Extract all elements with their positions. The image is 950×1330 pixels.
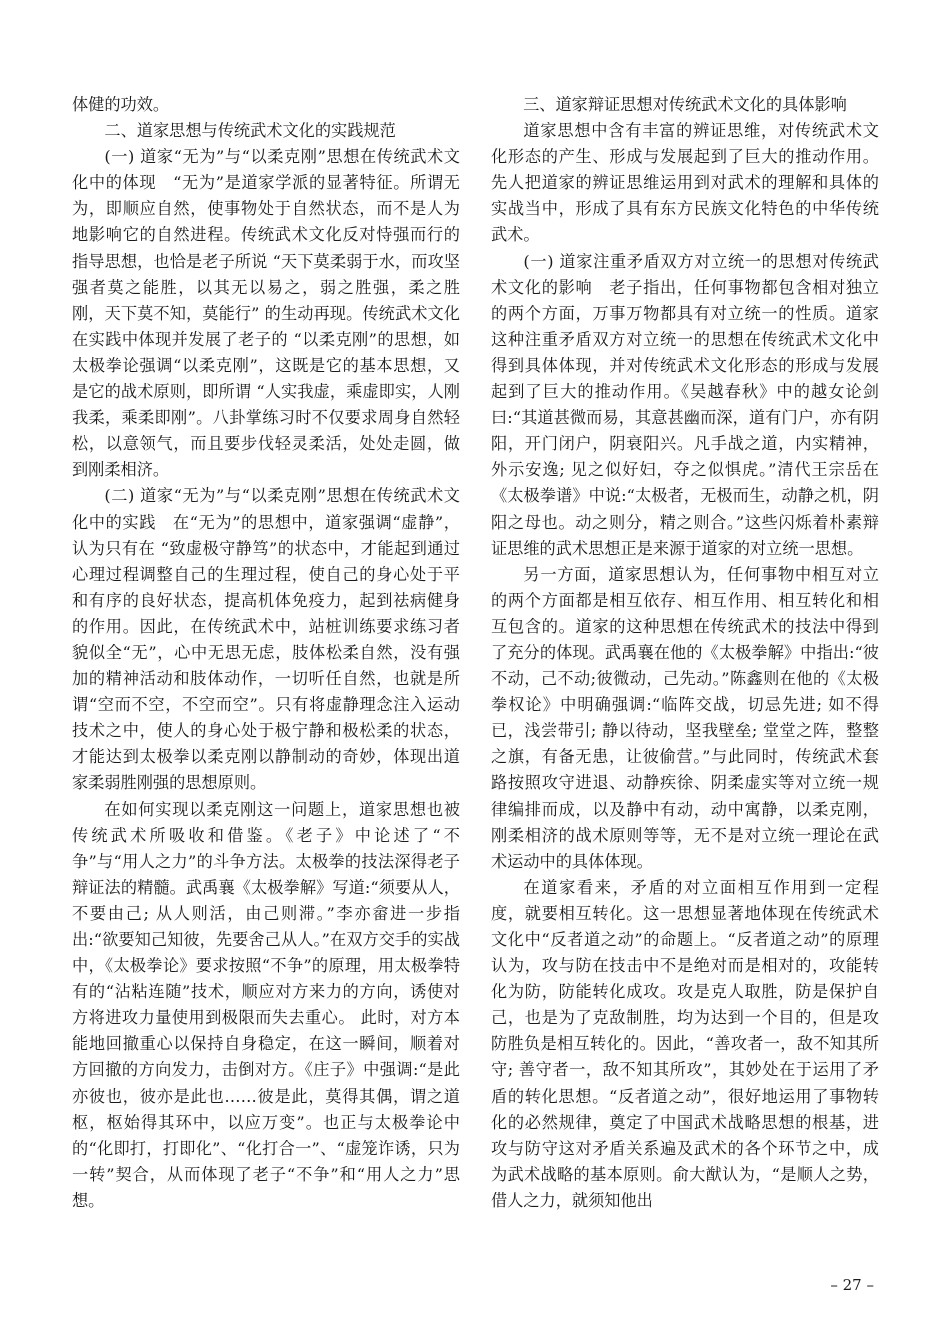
section-heading: 二、道家思想与传统武术文化的实践规范 xyxy=(104,121,396,141)
paragraph: 道家思想中含有丰富的辨证思维，对传统武术文化形态的产生、形成与发展起到了巨大的推动作用。先人把道家的辨证思维运用到对武术的理解和具体的实战当中，形成了具有东方民族文化特色的中华传统武术。 xyxy=(491,121,879,245)
paragraph: (二) 道家“无为”与“以柔克刚”思想在传统武术文化中的实践 在“无为”的思想中，道家强调“虚静”，认为只有在 “致虚极守静笃”的状态中，才能起到通过心理过程调整自己的生理过程，使自己的身心处于平和有序的良好状态，提高机体免疫力，起到祛病健身的作用。因此，在传统武术中，站桩训练要求练习者貌似全“无”，心中无思无虑，肢体松柔自然，没有强加的精神活动和肢体动作，一切听任自然，也就是所谓“空而不空，不空而空”。只有将虚静理念注入运动技术之中，使人的身心处于极宁静和极松柔的状态，才能达到太极拳以柔克刚以静制动的奇妙，体现出道家柔弱胜刚强的思想原则。 xyxy=(72,486,460,793)
paragraph: 另一方面，道家思想认为，任何事物中相互对立的两个方面都是相互依存、相互作用、相互转化和相互包含的。道家的这种思想在传统武术的技法中得到了充分的体现。武禹襄在他的《太极拳解》中指出:“彼不动，己不动;彼微动，己先动。”陈鑫则在他的《太极拳权论》中明确强调:“临阵交战，切忌先进; 如不得已，浅尝带引; 静以待动，坚我壁垒; 堂堂之阵，整整之旗，有备无患，让彼偷营。”与此同时，传统武术套路按照攻守进退、动静疾徐、阴柔虚实等对立统一规律编排而成，以及静中有动，动中寓静，以柔克刚，刚柔相济的战术原则等等，无不是对立统一理论在武术运动中的具体体现。 xyxy=(491,564,879,871)
paragraph: 体健的功效。 xyxy=(72,95,170,114)
paragraph: 在道家看来，矛盾的对立面相互作用到一定程度，就要相互转化。这一思想显著地体现在传统武术文化中“反者道之动”的命题上。“反者道之动”的原理认为，攻与防在技击中不是绝对而是相对的，攻能转化为防，防能转化成攻。攻是克人取胜，防是保护自己，也是为了克敌制胜，均为达到一个目的，但是攻防胜负是相互转化的。因此，“善攻者一，敌不知其所守; 善守者一，敌不知其所攻”，其妙处在于运用了矛盾的转化思想。“反者道之动”，很好地运用了事物转化的必然规律，奠定了中国武术战略思想的根基，进攻与防守这对矛盾关系遍及武术的各个环节之中，成为武术战略的基本原则。俞大猷认为，“是顺人之势，借人之力，就须知他出 xyxy=(491,877,879,1210)
right-column xyxy=(491,92,879,1214)
paragraph: (一) 道家“无为”与“以柔克刚”思想在传统武术文化中的体现 “无为”是道家学派的显著特征。所谓无为，即顺应自然，使事物处于自然状态，而不是人为地影响它的自然进程。传统武术文化反对恃强而行的指导思想，也恰是老子所说 “天下莫柔弱于水，而攻坚强者莫之能胜，以其无以易之，弱之胜强，柔之胜刚，天下莫不知，莫能行” 的生动再现。传统武术文化在实践中体现并发展了老子的 “以柔克刚”的思想，如太极拳论强调“以柔克刚”，这既是它的基本思想，又是它的战术原则，即所谓 “人实我虚，乘虚即实，人刚我柔，乘柔即刚”。八卦掌练习时不仅要求周身自然轻松，以意领气，而且要步伐轻灵柔活，处处走圆，做到刚柔相济。 xyxy=(72,147,460,480)
page-number: – 27 – xyxy=(830,1276,874,1294)
left-column xyxy=(72,92,460,1214)
paragraph: 在如何实现以柔克刚这一问题上，道家思想也被传统武术所吸收和借鉴。《老子》中论述了“不争”与“用人之力”的斗争方法。太极拳的技法深得老子辩证法的精髓。武禹襄《太极拳解》写道:“须要从人，不要由己; 从人则活，由己则滞。”李亦畲进一步指出:“欲要知己知彼，先要舍己从人。”在双方交手的实战中，《太极拳论》要求按照“不争”的原理，用太极拳特有的“沾粘连随”技术，顺应对方来力的方向，诱使对方将进攻力量使用到极限而失去重心。 此时，对方本能地回撤重心以保持自身稳定，在这一瞬间，顺着对方回撤的方向发力，击倒对方。《庄子》中强调:“是此亦彼也，彼亦是此也……彼是此，莫得其偶，谓之道枢，枢始得其环中，以应万变”。也正与太极拳论中的“化即打，打即化”、“化打合一”、“虚笼诈诱，只为一转”契合，从而体现了老子“不争”和“用人之力”思想。 xyxy=(72,799,460,1210)
paragraph: (一) 道家注重矛盾双方对立统一的思想对传统武术文化的影响 老子指出，任何事物都包含相对独立的两个方面，万事万物都具有对立统一的性质。道家这种注重矛盾双方对立统一的思想在传统武术文化中得到具体体现，并对传统武术文化形态的形成与发展起到了巨大的推动作用。《吴越春秋》中的越女论剑曰:“其道甚微而易，其意甚幽而深，道有门户，亦有阴阳，开门闭户，阴衰阳兴。凡手战之道，内实精神，外示安逸; 见之似好妇，夺之似惧虎。”清代王宗岳在《太极拳谱》中说:“太极者，无极而生，动静之机，阴阳之母也。动之则分，精之则合。”这些闪烁着朴素辩证思维的武术思想正是来源于道家的对立统一思想。 xyxy=(491,251,879,558)
section-heading: 三、道家辩证思想对传统武术文化的具体影响 xyxy=(523,95,847,114)
